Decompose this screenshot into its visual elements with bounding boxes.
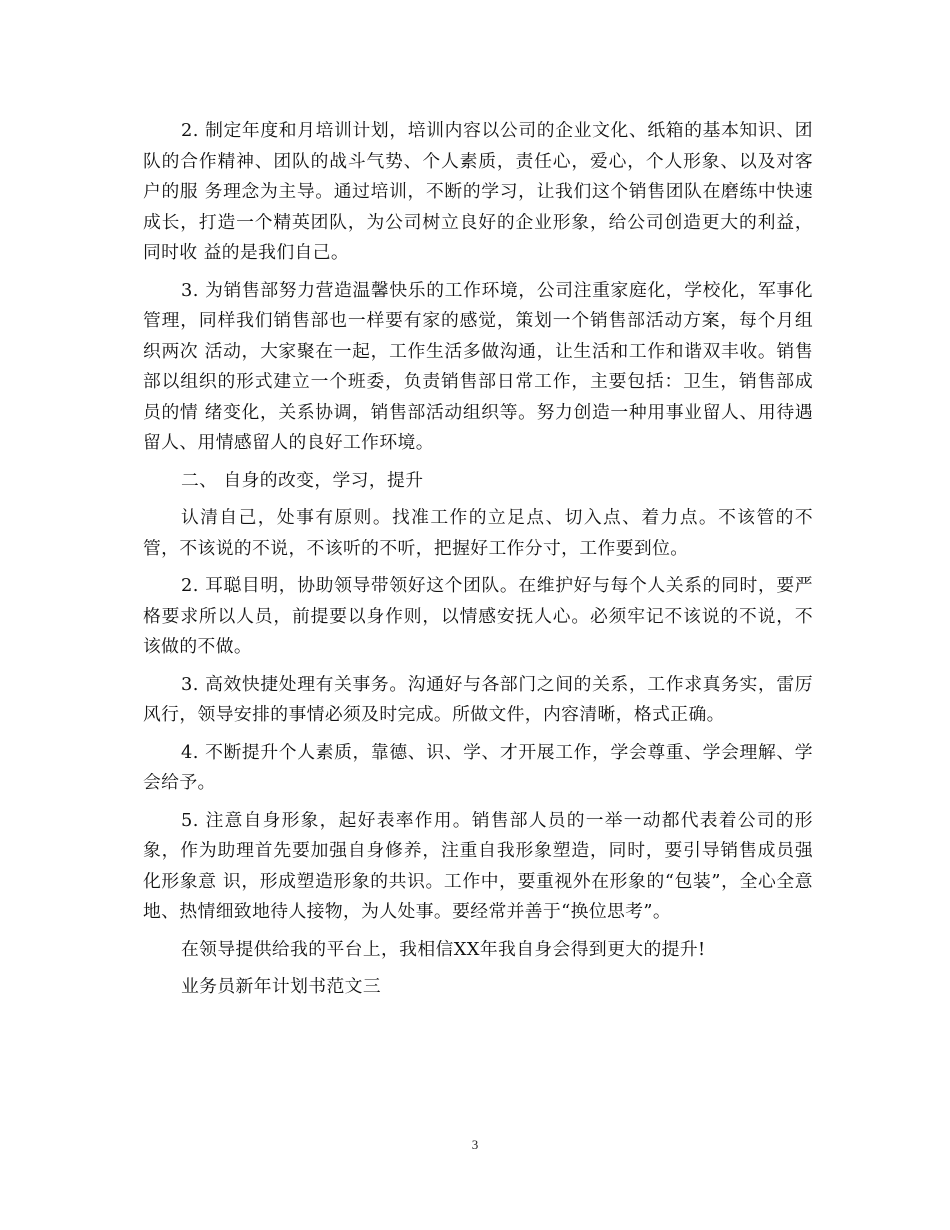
paragraph-training-plan: 2. 制定年度和月培训计划，培训内容以公司的企业文化、纸箱的基本知识、团队的合作精神、团队的战斗气势、个人素质，责任心，爱心，个人形象、以及对客户的服 务理念为主导。通过培训，不断的学习，让我们这个销售团队在磨练中快速成长，打造一个精英团队，为公司树立良好的企业形象，给公司创造更大的利益，同时收 益的是我们自己。 bbox=[143, 120, 813, 263]
paragraph-know-yourself: 认清自己，处事有原则。找准工作的立足点、切入点、着力点。不该管的不管，不该说的不说，不该听的不听，把握好工作分寸，工作要到位。 bbox=[143, 507, 813, 559]
paragraph-assist-leader: 2. 耳聪目明，协助领导带领好这个团队。在维护好与每个人关系的同时，要严格要求所以人员，前提要以身作则，以情感安抚人心。必须牢记不该说的不说，不该做的不做。 bbox=[143, 575, 813, 657]
page-number: 3 bbox=[471, 1137, 479, 1152]
paragraph-efficient-handling: 3. 高效快捷处理有关事务。沟通好与各部门之间的关系，工作求真务实，雷厉风行，领导安排的事情必须及时完成。所做文件，内容清晰，格式正确。 bbox=[143, 673, 813, 725]
paragraph-work-environment: 3. 为销售部努力营造温馨快乐的工作环境，公司注重家庭化，学校化，军事化管理，同样我们销售部也一样要有家的感觉，策划一个销售部活动方案，每个月组织两次 活动，大家聚在一起，工作生活多做沟通，让生活和工作和谐双丰收。销售部以组织的形式建立一个班委，负责销售部日常工作，主要包括：卫生，销售部成员的情 绪变化，关系协调，销售部活动组织等。努力创造一种用事业留人、用待遇留人、用情感留人的良好工作环境。 bbox=[143, 279, 813, 453]
paragraph-closing: 在领导提供给我的平台上，我相信XX年我自身会得到更大的提升! bbox=[181, 938, 706, 960]
paragraph-self-image: 5. 注意自身形象，起好表率作用。销售部人员的一举一动都代表着公司的形象，作为助理首先要加强自身修养，注重自我形象塑造，同时，要引导销售成员强化形象意 识，形成塑造形象的共识。工作中，要重视外在形象的“包装”，全心全意地、热情细致地待人接物，为人处事。要经常并善于“换位思考”。 bbox=[143, 809, 813, 922]
paragraph-personal-quality: 4. 不断提升个人素质，靠德、识、学、才开展工作，学会尊重、学会理解、学会给予。 bbox=[143, 741, 813, 793]
section-heading-self-improvement: 二、 自身的改变，学习，提升 bbox=[181, 469, 424, 491]
body-text bbox=[143, 116, 813, 1010]
next-section-title: 业务员新年计划书范文三 bbox=[181, 976, 381, 997]
